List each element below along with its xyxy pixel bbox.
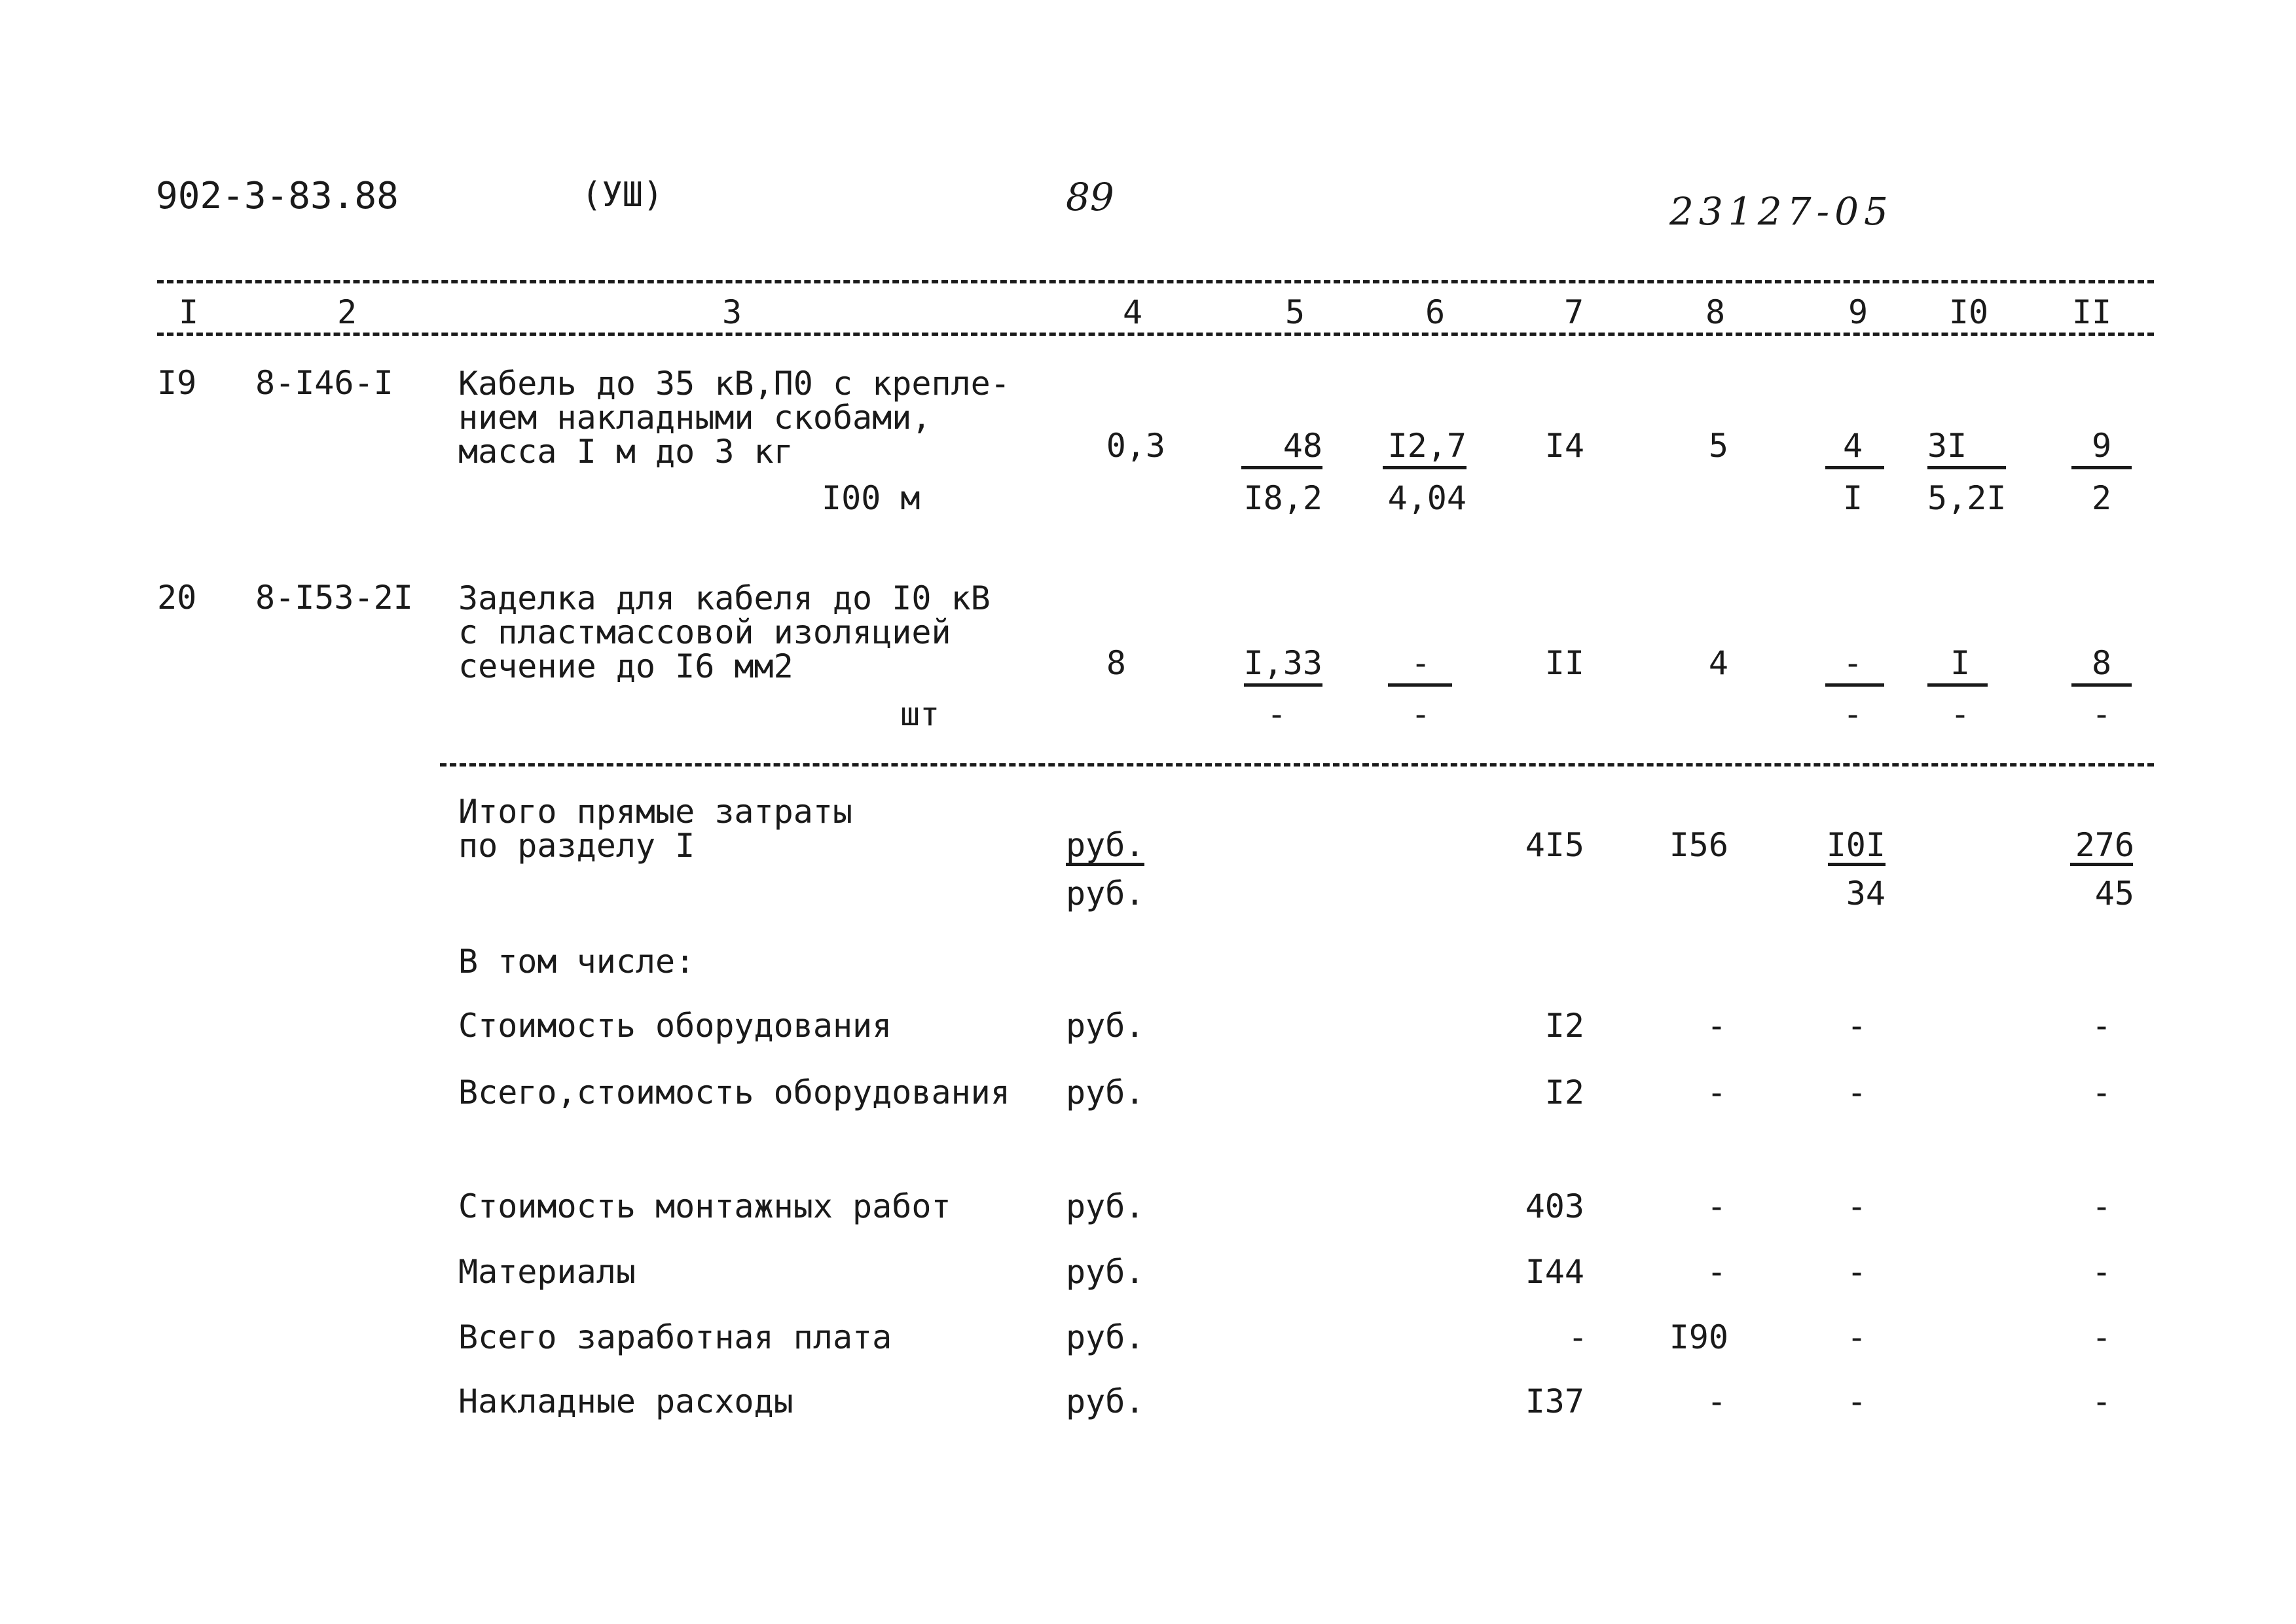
- summary-label: Материалы: [458, 1253, 636, 1291]
- cell-c11-top: 8: [2091, 644, 2112, 682]
- row-description-line: Кабель до 35 кВ,П0 с крепле-: [458, 365, 1010, 403]
- summary-unit: руб.: [1066, 1253, 1145, 1291]
- summary-c7: I44: [1525, 1253, 1584, 1291]
- column-header: 6: [1425, 293, 1446, 331]
- cell-c5-top: 48: [1283, 427, 1322, 465]
- header-bottom-rule: [157, 333, 2154, 336]
- cell-c5-bottom: I8,2: [1243, 479, 1322, 517]
- cell-c8: 4: [1708, 644, 1728, 682]
- summary-label: Всего,стоимость оборудования: [458, 1074, 1010, 1111]
- summary-c9: -: [1846, 1382, 1867, 1420]
- including-label: В том числе:: [458, 943, 695, 981]
- column-header: 2: [337, 293, 357, 331]
- cell-c6-top: I2,7: [1387, 427, 1467, 465]
- archive-number: 23127-05: [1669, 189, 1893, 234]
- cell-c11-top: 9: [2091, 427, 2112, 465]
- summary-c7: -: [1567, 1318, 1588, 1356]
- row-number: 20: [157, 579, 197, 617]
- summary-unit: руб.: [1066, 1382, 1145, 1420]
- row-quantity: 8: [1106, 644, 1126, 682]
- fraction-line: [1066, 863, 1144, 866]
- cell-c7: I4: [1544, 427, 1584, 465]
- summary-c11: -: [2091, 1187, 2112, 1225]
- cell-c10-bottom: -: [1950, 695, 1971, 733]
- fraction-line: [1825, 466, 1884, 469]
- summary-c11: -: [2091, 1382, 2112, 1420]
- cell-c5-top: I,33: [1243, 644, 1322, 682]
- summary-label: Стоимость оборудования: [458, 1007, 892, 1045]
- row-number: I9: [157, 364, 197, 402]
- summary-c9: -: [1846, 1318, 1867, 1356]
- totals-unit-bottom: руб.: [1066, 875, 1145, 912]
- cell-c6-top: -: [1410, 644, 1431, 682]
- page-number: 89: [1066, 175, 1114, 219]
- summary-c7: I2: [1544, 1007, 1584, 1045]
- fraction-line: [1828, 863, 1886, 866]
- totals-c9-top: I0I: [1826, 826, 1886, 864]
- column-header: 3: [721, 293, 742, 331]
- row-code: 8-I46-I: [255, 364, 393, 402]
- row-description-line: Заделка для кабеля до I0 кВ: [458, 579, 991, 617]
- row-quantity: 0,3: [1106, 427, 1165, 465]
- fraction-line: [1383, 466, 1467, 469]
- summary-c11: -: [2091, 1074, 2112, 1111]
- fraction-line: [1388, 683, 1452, 687]
- totals-unit-top: руб.: [1066, 826, 1145, 864]
- row-description-line: нием накладными скобами,: [458, 399, 932, 437]
- column-header: 7: [1563, 293, 1584, 331]
- summary-unit: руб.: [1066, 1318, 1145, 1356]
- summary-c9: -: [1846, 1074, 1867, 1111]
- summary-c9: -: [1846, 1187, 1867, 1225]
- row-description-line: сечение до I6 мм2: [458, 647, 793, 685]
- summary-unit: руб.: [1066, 1007, 1145, 1045]
- row-unit: I00 м: [822, 479, 920, 517]
- cell-c6-bottom: -: [1410, 695, 1431, 733]
- summary-c7: I2: [1544, 1074, 1584, 1111]
- column-header: I0: [1948, 293, 1989, 331]
- totals-c7: 4I5: [1525, 826, 1584, 864]
- summary-c7: I37: [1525, 1382, 1584, 1420]
- cell-c10-bottom: 5,2I: [1927, 479, 2007, 517]
- summary-label: Всего заработная плата: [458, 1318, 892, 1356]
- totals-label-line: Итого прямые затраты: [458, 793, 853, 831]
- header-top-rule: [157, 280, 2154, 283]
- fraction-line: [2071, 683, 2132, 687]
- row-unit: шт: [900, 695, 940, 733]
- cell-c11-bottom: -: [2091, 695, 2112, 733]
- document-code: 902-3-83.88: [156, 175, 399, 217]
- cell-c9-top: -: [1842, 644, 1863, 682]
- totals-c11-bottom: 45: [2094, 875, 2134, 912]
- cell-c8: 5: [1708, 427, 1728, 465]
- fraction-line: [2071, 466, 2132, 469]
- cell-c9-bottom: -: [1842, 695, 1863, 733]
- summary-c8: -: [1706, 1382, 1727, 1420]
- column-header: 9: [1848, 293, 1868, 331]
- totals-c11-top: 276: [2075, 826, 2134, 864]
- summary-c9: -: [1846, 1007, 1867, 1045]
- summary-c11: -: [2091, 1007, 2112, 1045]
- summary-label: Накладные расходы: [458, 1382, 793, 1420]
- totals-label-line: по разделу I: [458, 827, 695, 865]
- column-header: 5: [1285, 293, 1305, 331]
- cell-c5-bottom: -: [1266, 695, 1287, 733]
- fraction-line: [2070, 863, 2133, 866]
- summary-c8: I90: [1669, 1318, 1728, 1356]
- cell-c10-top: 3I: [1927, 427, 1967, 465]
- fraction-line: [1927, 683, 1988, 687]
- cell-c9-bottom: I: [1842, 479, 1863, 517]
- column-header: 4: [1122, 293, 1143, 331]
- column-header: II: [2071, 293, 2112, 331]
- cell-c10-top: I: [1950, 644, 1971, 682]
- row-description-line: с пластмассовой изоляцией: [458, 613, 951, 651]
- cell-c7: II: [1544, 644, 1584, 682]
- summary-c9: -: [1846, 1253, 1867, 1291]
- fraction-line: [1241, 466, 1322, 469]
- totals-c9-bottom: 34: [1846, 875, 1886, 912]
- cell-c6-bottom: 4,04: [1387, 479, 1467, 517]
- cell-c11-bottom: 2: [2091, 479, 2112, 517]
- column-header: I: [178, 293, 199, 331]
- summary-c11: -: [2091, 1318, 2112, 1356]
- summary-c8: -: [1706, 1187, 1727, 1225]
- row-code: 8-I53-2I: [255, 579, 413, 617]
- column-header: 8: [1705, 293, 1726, 331]
- summary-unit: руб.: [1066, 1074, 1145, 1111]
- fraction-line: [1825, 683, 1884, 687]
- summary-c8: -: [1706, 1253, 1727, 1291]
- row-description-line: масса I м до 3 кг: [458, 433, 793, 471]
- summary-label: Стоимость монтажных работ: [458, 1187, 951, 1225]
- totals-c8: I56: [1669, 826, 1728, 864]
- summary-c7: 403: [1525, 1187, 1584, 1225]
- section-label: (УШ): [581, 175, 664, 215]
- fraction-line: [1244, 683, 1322, 687]
- summary-c11: -: [2091, 1253, 2112, 1291]
- section-divider-rule: [440, 763, 2154, 767]
- summary-c8: -: [1706, 1007, 1727, 1045]
- fraction-line: [1927, 466, 2006, 469]
- cell-c9-top: 4: [1842, 427, 1863, 465]
- summary-unit: руб.: [1066, 1187, 1145, 1225]
- summary-c8: -: [1706, 1074, 1727, 1111]
